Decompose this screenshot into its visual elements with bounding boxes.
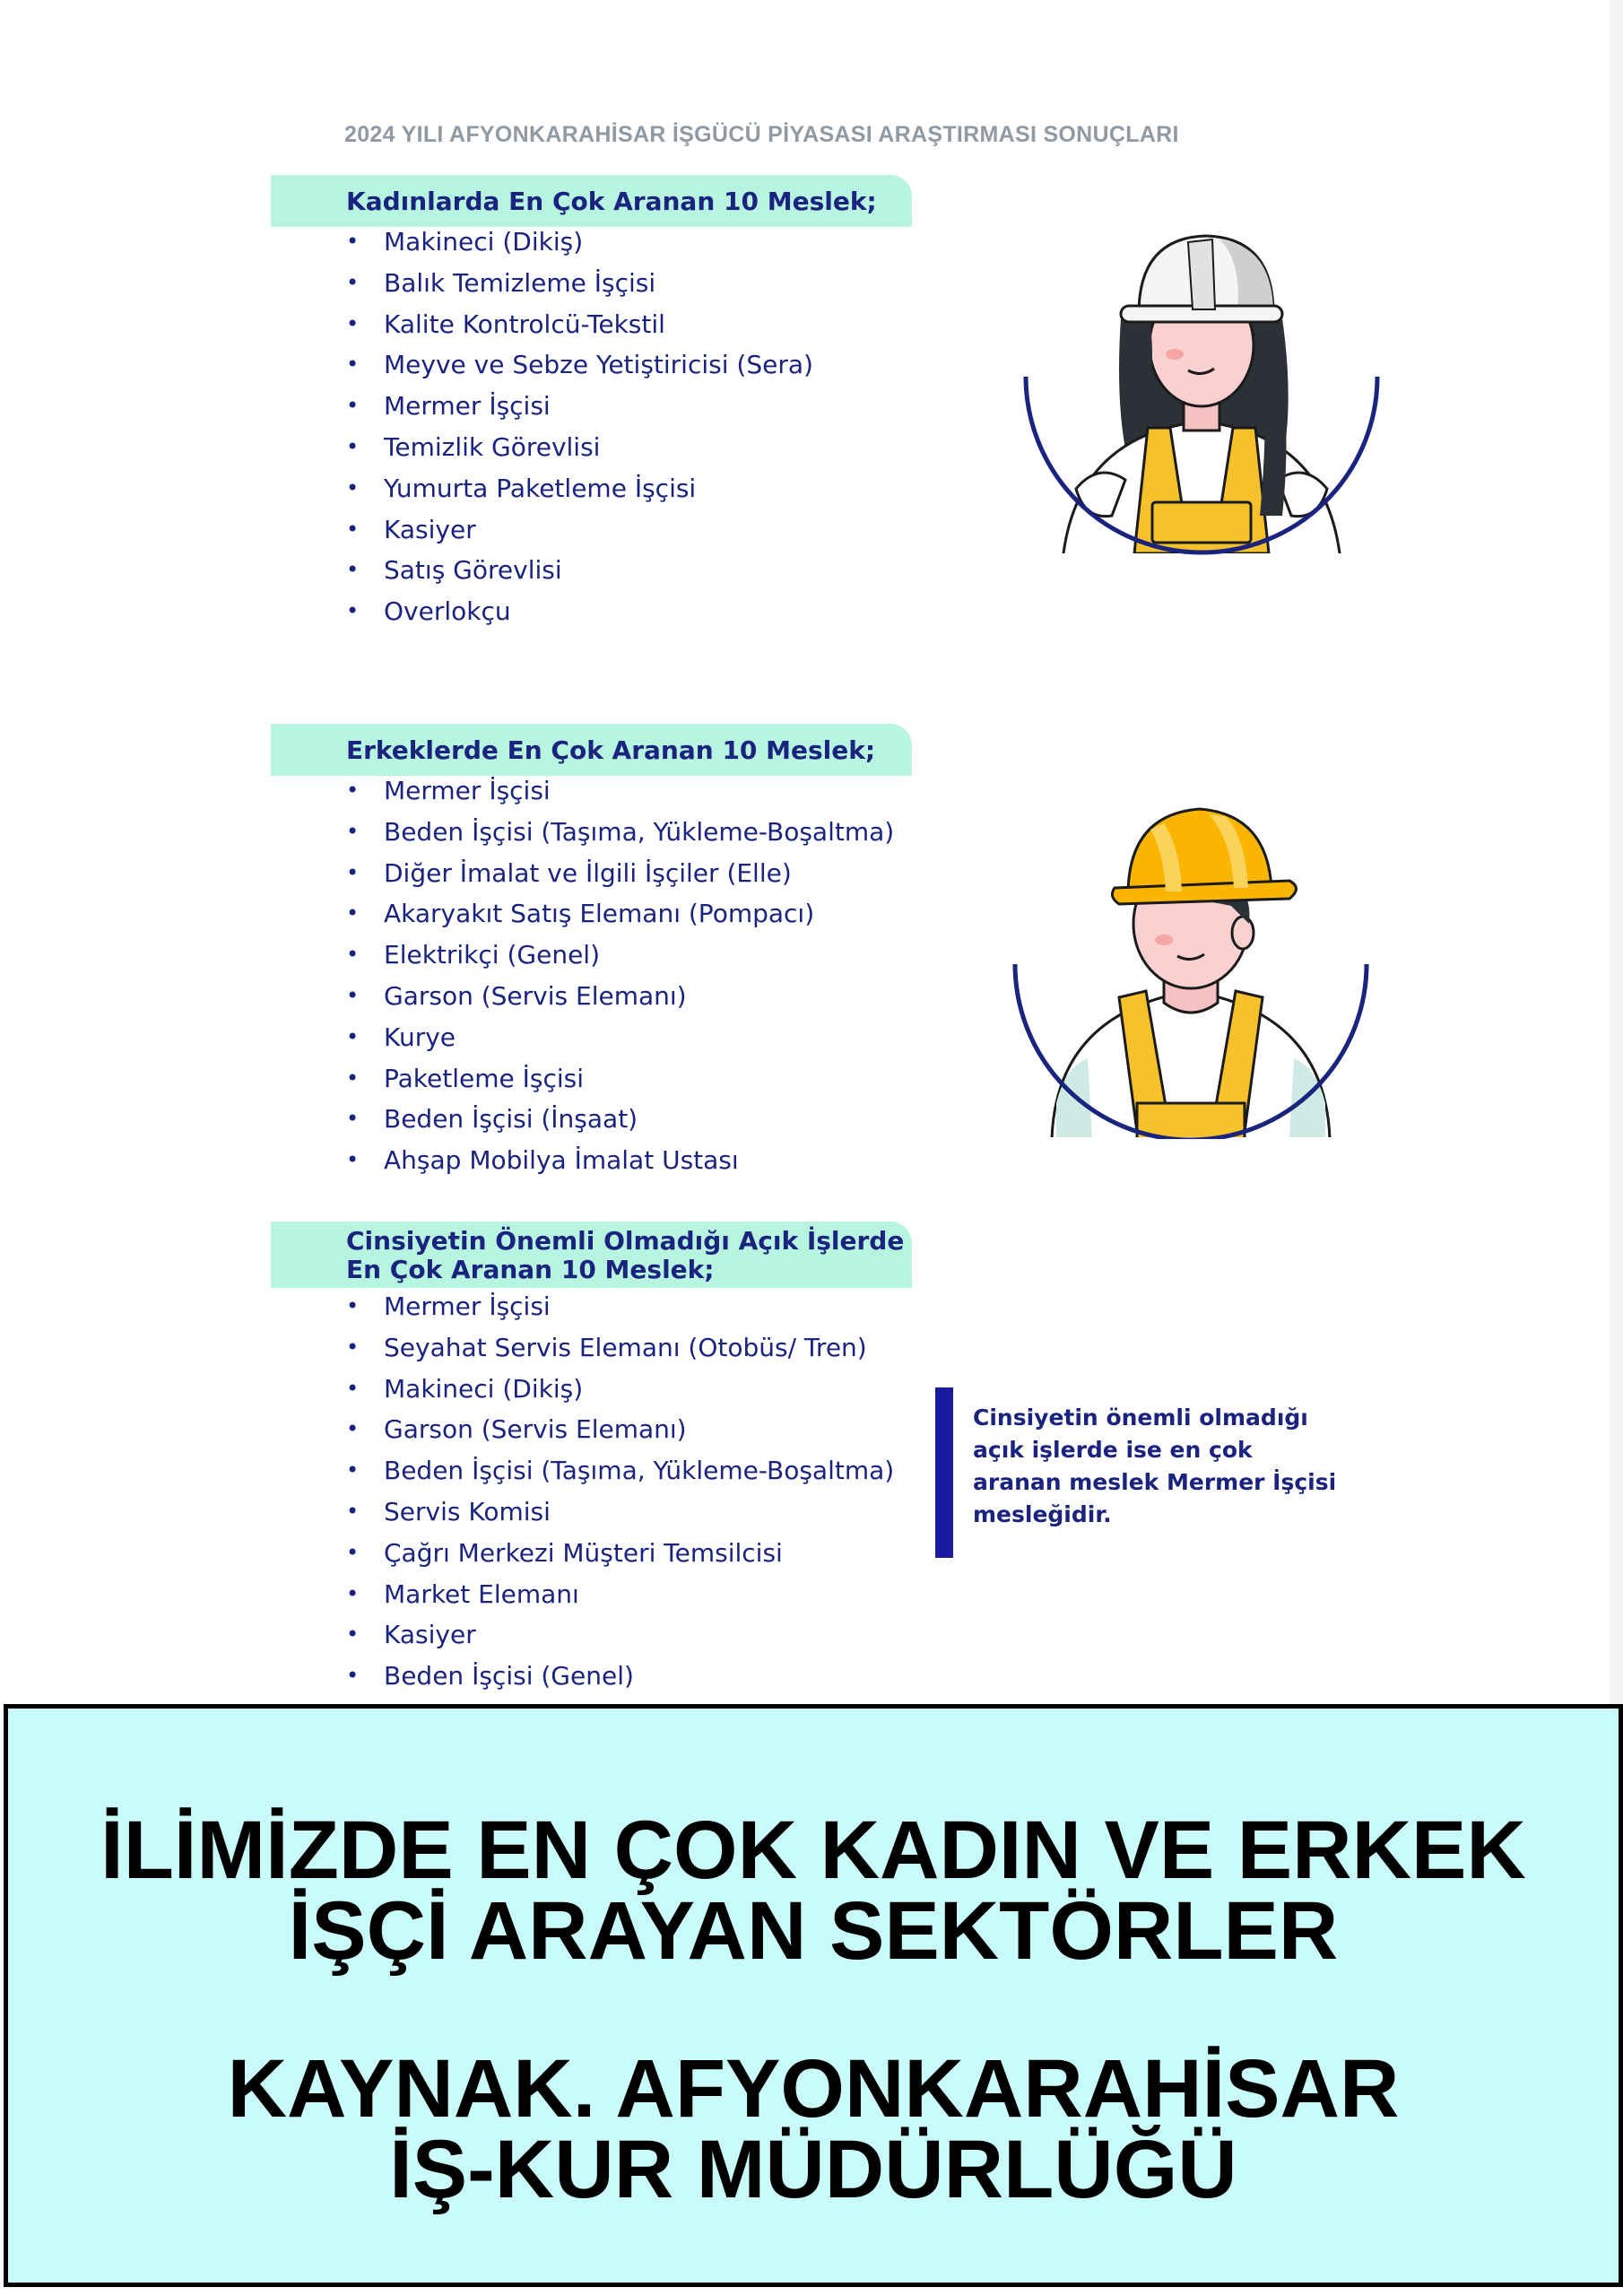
callout-line: aranan meslek Mermer İşçisi [973,1469,1337,1495]
list-item: • Seyahat Servis Elemanı (Otobüs/ Tren) [271,1327,912,1369]
list-item: • Çağrı Merkezi Müşteri Temsilcisi [271,1533,912,1574]
list-item: • Meyve ve Sebze Yetiştiricisi (Sera) [271,344,912,386]
list-item: • Beden İşçisi (İnşaat) [271,1099,912,1140]
callout-line: açık işlerde ise en çok [973,1437,1253,1463]
list-item: • Satış Görevlisi [271,550,912,591]
list-item: • Kasiyer [271,509,912,551]
list-item: • Overlokçu [271,591,912,632]
footer-line: İŞÇİ ARAYAN SEKTÖRLER [288,1885,1339,1977]
occupation-list [271,770,912,1181]
section-women [271,175,912,632]
section-title-line: Cinsiyetin Önemli Olmadığı Açık İşlerde [346,1226,905,1256]
male-worker-illustration [1002,798,1379,1139]
female-worker-illustration [1013,220,1390,561]
list-item: • Akaryakıt Satış Elemanı (Pompacı) [271,893,912,935]
occupation-list [271,222,912,632]
section-header [271,1222,912,1288]
list-item: • Temizlik Görevlisi [271,427,912,468]
occupation-list [271,1286,912,1697]
list-item: • Beden İşçisi (Taşıma, Yükleme-Boşaltma) [271,1450,912,1492]
section-men [271,724,912,1181]
list-item: • Kurye [271,1017,912,1058]
list-item: • Balık Temizleme İşçisi [271,263,912,304]
list-item: • Kalite Kontrolcü-Tekstil [271,304,912,345]
list-item: • Ahşap Mobilya İmalat Ustası [271,1140,912,1181]
list-item: • Servis Komisi [271,1492,912,1533]
list-item: • Market Elemanı [271,1574,912,1615]
list-item: • Elektrikçi (Genel) [271,935,912,976]
list-item: • Beden İşçisi (Taşıma, Yükleme-Boşaltma) [271,812,912,853]
list-item: • Diğer İmalat ve İlgili İşçiler (Elle) [271,853,912,894]
callout-note [935,1387,1384,1558]
footer-line: İŞ-KUR MÜDÜRLÜĞÜ [389,2124,1237,2215]
list-item: • Garson (Servis Elemanı) [271,1409,912,1450]
list-item: • Mermer İşçisi [271,386,912,427]
section-any-gender [271,1222,912,1697]
footer-line: İLİMİZDE EN ÇOK KADIN VE ERKEK [100,1805,1526,1896]
section-header [271,724,912,776]
section-header [271,175,912,227]
list-item: • Kasiyer [271,1614,912,1656]
section-title-line: Erkeklerde En Çok Aranan 10 Meslek; [346,735,876,765]
list-item: • Mermer İşçisi [271,1286,912,1327]
list-item: • Yumurta Paketleme İşçisi [271,468,912,509]
list-item: • Makineci (Dikiş) [271,222,912,263]
list-item: • Beden İşçisi (Genel) [271,1656,912,1697]
footer-line: KAYNAK. AFYONKARAHİSAR [227,2043,1400,2135]
list-item: • Garson (Servis Elemanı) [271,976,912,1017]
callout-line: mesleğidir. [973,1501,1112,1527]
list-item: • Paketleme İşçisi [271,1058,912,1100]
section-title-line: Kadınlarda En Çok Aranan 10 Meslek; [346,187,877,216]
list-item: • Makineci (Dikiş) [271,1369,912,1410]
section-title-line: En Çok Aranan 10 Meslek; [346,1255,715,1284]
report-title: 2024 YILI AFYONKARAHİSAR İŞGÜCÜ PİYASASI ARAŞTIRMASI SONUÇLARI [344,122,1179,147]
callout-line: Cinsiyetin önemli olmadığı [973,1405,1308,1431]
footer-banner [4,1704,1623,2287]
list-item: • Mermer İşçisi [271,770,912,812]
page-edge-strip [1610,0,1623,1704]
